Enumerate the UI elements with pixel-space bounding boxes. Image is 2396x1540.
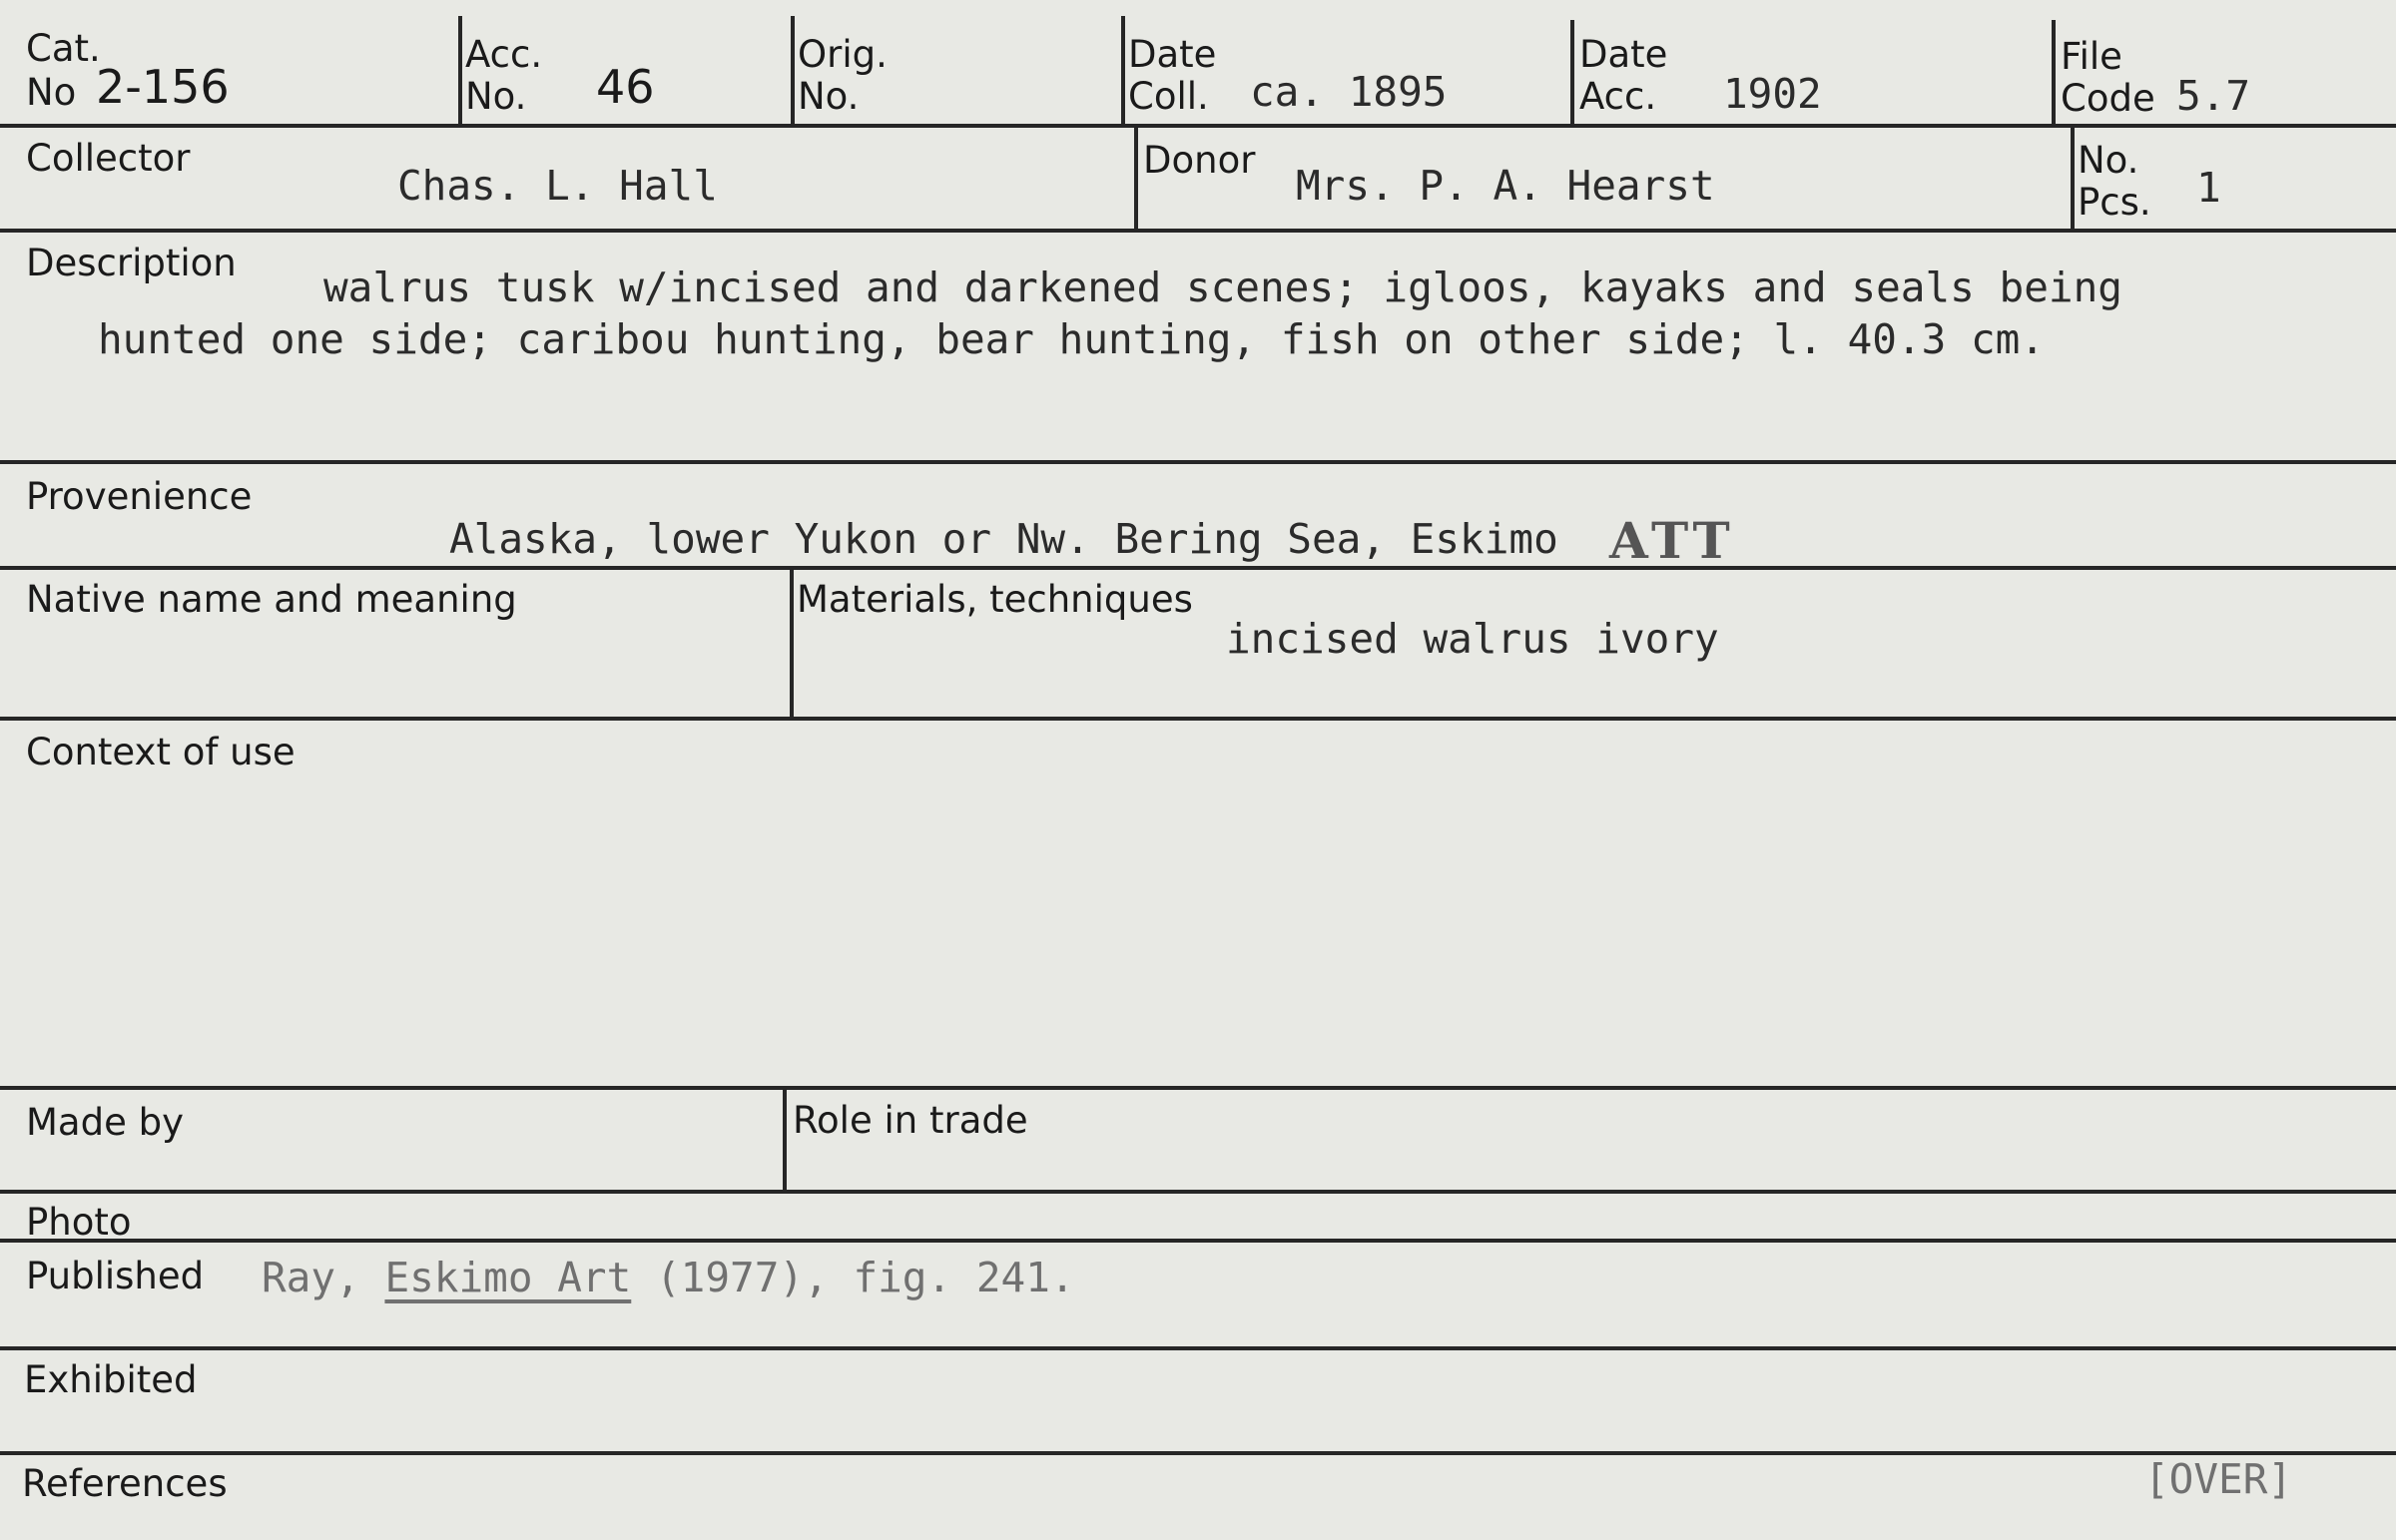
rule-description [0, 460, 2396, 464]
pcs-label: Pcs. [2078, 181, 2151, 224]
description-line-1: walrus tusk w/incised and darkened scenes; igloos, kayaks and seals being [323, 263, 2122, 311]
divider-materials [790, 568, 794, 719]
cat-number: 2-156 [96, 60, 230, 114]
date-acc-label: Date [1579, 33, 1668, 76]
made-by-label: Made by [26, 1101, 184, 1144]
date-coll-label: Date [1128, 33, 1217, 76]
collector-label: Collector [26, 137, 191, 180]
rule-made-by [0, 1190, 2396, 1194]
published-book-title: Eskimo Art [384, 1254, 632, 1301]
rule-provenience [0, 566, 2396, 570]
date-collected: ca. 1895 [1250, 68, 1448, 116]
published-author: Ray, [262, 1254, 360, 1301]
rule-header [0, 124, 2396, 128]
divider-date-acc [1570, 20, 1574, 126]
photo-label: Photo [26, 1201, 132, 1244]
divider-date-coll [1121, 16, 1125, 126]
code-label: Code [2061, 77, 2155, 120]
att-stamp: ATT [1609, 511, 1736, 570]
references-label: References [22, 1462, 228, 1505]
over-marker: [OVER] [2144, 1455, 2293, 1503]
pieces-count: 1 [2196, 164, 2221, 212]
role-in-trade-label: Role in trade [793, 1099, 1028, 1142]
materials-value: incised walrus ivory [1226, 615, 1719, 663]
acc-no-label: No. [465, 75, 527, 118]
donor-value: Mrs. P. A. Hearst [1296, 162, 1715, 210]
published-value [262, 1252, 1075, 1303]
date-accessioned: 1902 [1723, 70, 1822, 118]
pcs-no-label: No. [2078, 139, 2139, 182]
file-code: 5.7 [2176, 72, 2251, 120]
acc-label: Acc. [465, 33, 543, 76]
exhibited-label: Exhibited [24, 1358, 198, 1401]
coll-label: Coll. [1128, 75, 1209, 118]
published-label: Published [26, 1255, 205, 1297]
divider-file [2052, 20, 2056, 126]
acc-number: 46 [596, 60, 655, 114]
collector-value: Chas. L. Hall [397, 162, 718, 210]
rule-context [0, 1086, 2396, 1090]
divider-orig [791, 16, 795, 126]
orig-label: Orig. [798, 33, 888, 76]
divider-donor [1134, 126, 1138, 231]
context-label: Context of use [26, 731, 296, 773]
description-label: Description [26, 242, 237, 284]
divider-role [783, 1088, 787, 1192]
cat-no-label: No [26, 71, 77, 114]
cat-label: Cat. [26, 27, 101, 70]
divider-acc [458, 16, 462, 126]
rule-native [0, 717, 2396, 721]
provenience-label: Provenience [26, 475, 253, 518]
file-label: File [2061, 35, 2122, 78]
orig-no-label: No. [798, 75, 860, 118]
materials-label: Materials, techniques [797, 578, 1193, 621]
rule-collector [0, 229, 2396, 233]
acc-date-label: Acc. [1579, 75, 1657, 118]
native-name-label: Native name and meaning [26, 578, 517, 621]
provenience-value: Alaska, lower Yukon or Nw. Bering Sea, Eskimo [449, 515, 1558, 563]
donor-label: Donor [1143, 139, 1256, 182]
divider-pcs [2071, 126, 2075, 231]
published-details: (1977), fig. 241. [655, 1254, 1075, 1301]
rule-photo [0, 1239, 2396, 1243]
description-line-2: hunted one side; caribou hunting, bear hunting, fish on other side; l. 40.3 cm. [98, 315, 2046, 363]
rule-published [0, 1346, 2396, 1350]
rule-exhibited [0, 1451, 2396, 1455]
